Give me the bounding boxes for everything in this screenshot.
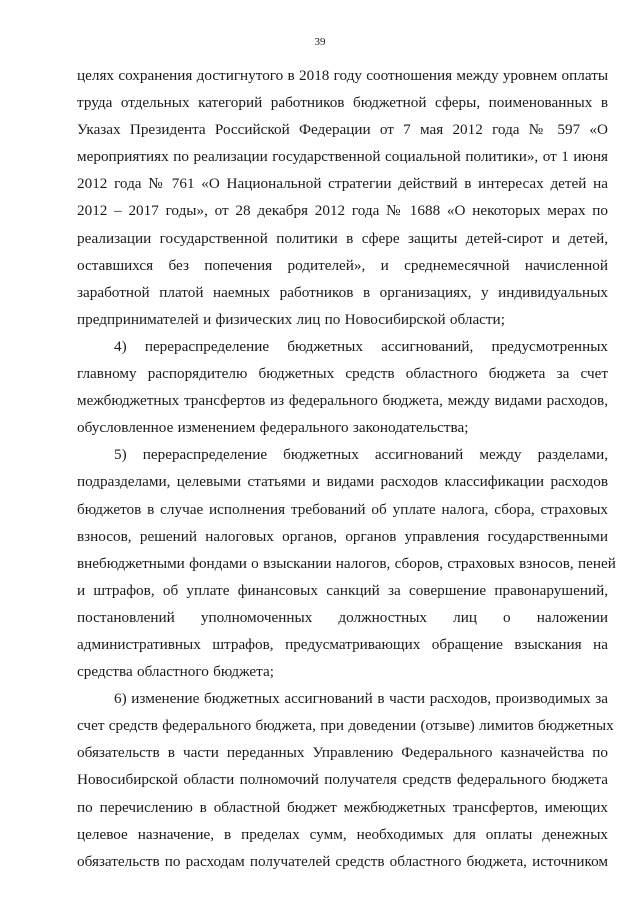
text-line: Указах Президента Российской Федерации от 7 мая 2012 года № 597 «О xyxy=(77,121,608,139)
text-line: взносов, решений налоговых органов, органов управления государственными xyxy=(77,527,608,545)
text-line: 5) перераспределение бюджетных ассигнований между разделами, xyxy=(114,446,608,464)
text-line: счет средств федерального бюджета, при доведении (отзыве) лимитов бюджетных xyxy=(77,717,614,735)
text-line: реализации государственной политики в сфере защиты детей-сирот и детей, xyxy=(77,229,608,247)
text-line: целях сохранения достигнутого в 2018 году соотношения между уровнем оплаты xyxy=(77,67,609,84)
page-number: 39 xyxy=(314,36,326,48)
text-line: обусловленное изменением федерального законодательства; xyxy=(77,419,469,437)
text-line: 4) перераспределение бюджетных ассигнований, предусмотренных xyxy=(114,337,608,355)
text-line: постановлений уполномоченных должностных лиц о наложении xyxy=(77,608,608,626)
text-line: заработной платой наемных работников в организациях, у индивидуальных xyxy=(77,283,608,301)
text-line: межбюджетных трансфертов из федерального бюджета, между видами расходов, xyxy=(77,392,608,410)
paragraph-item-6 xyxy=(77,685,614,875)
text-line: оставшихся без попечения родителей», и среднемесячной начисленной xyxy=(77,256,608,274)
text-line: по перечислению в областной бюджет межбюджетных трансфертов, имеющих xyxy=(77,798,608,816)
document-body xyxy=(77,62,616,875)
text-line: труда отдельных категорий работников бюджетной сферы, поименованных в xyxy=(77,94,608,112)
text-line: внебюджетными фондами о взыскании налогов, сборов, страховых взносов, пеней xyxy=(77,554,616,572)
text-line: бюджетов в случае исполнения требований об уплате налога, сбора, страховых xyxy=(77,500,608,518)
text-line: обязательств в части переданных Управлению Федерального казначейства по xyxy=(77,744,608,762)
text-line: 6) изменение бюджетных ассигнований в части расходов, производимых за xyxy=(114,690,608,708)
text-line: средства областного бюджета; xyxy=(77,663,274,681)
paragraph-item-4 xyxy=(77,333,608,441)
text-line: 2012 года № 761 «О Национальной стратегии действий в интересах детей на xyxy=(77,175,608,193)
text-line: подразделами, целевыми статьями и видами расходов классификации расходов xyxy=(77,473,608,491)
text-line: административных штрафов, предусматривающих обращение взыскания на xyxy=(77,635,608,653)
text-line: мероприятиях по реализации государственной социальной политики», от 1 июня xyxy=(77,148,608,166)
text-line: 2012 – 2017 годы», от 28 декабря 2012 года № 1688 «О некоторых мерах по xyxy=(77,202,608,220)
text-line: главному распорядителю бюджетных средств областного бюджета за счет xyxy=(77,365,608,383)
text-line: предпринимателей и физических лиц по Новосибирской области; xyxy=(77,310,505,328)
text-line: и штрафов, об уплате финансовых санкций за совершение правонарушений, xyxy=(77,581,608,599)
paragraph-item-5 xyxy=(77,441,616,685)
text-line: обязательств по расходам получателей средств областного бюджета, источником xyxy=(77,852,608,870)
text-line: целевое назначение, в пределах сумм, необходимых для оплаты денежных xyxy=(77,825,608,843)
paragraph-salary-ratio xyxy=(77,62,608,333)
text-line: Новосибирской области полномочий получателя средств федерального бюджета xyxy=(77,771,608,789)
